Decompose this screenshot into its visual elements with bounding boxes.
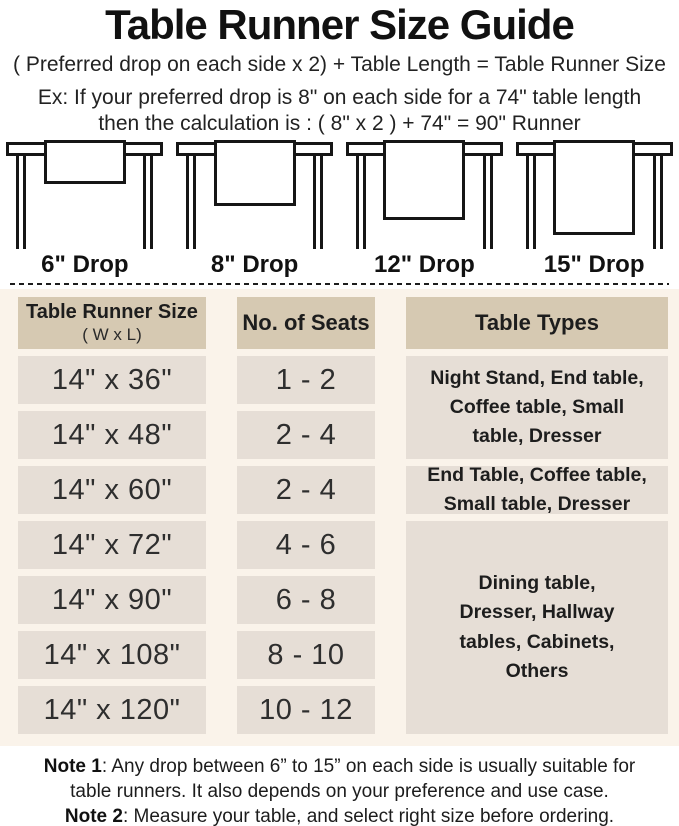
size-cell: 14" x 48"	[18, 411, 206, 459]
table-leg	[23, 155, 26, 249]
table-leg	[660, 155, 663, 249]
col-header-table-types: Table Types	[406, 297, 668, 349]
seats-cell: 4 - 6	[237, 521, 375, 569]
col-header-seats: No. of Seats	[237, 297, 375, 349]
size-cell: 14" x 72"	[18, 521, 206, 569]
drop-label-12in: 12" Drop	[374, 251, 475, 279]
table-leg	[186, 155, 189, 249]
types-cell-large-tables: Dining table, Dresser, Hallway tables, Cabinets, Others	[406, 521, 668, 734]
table-illustration-12in	[340, 140, 510, 250]
size-cell: 14" x 108"	[18, 631, 206, 679]
types-cell-small-tables: Night Stand, End table, Coffee table, Small table, Dresser	[406, 356, 668, 459]
table-illustration-6in	[0, 140, 170, 250]
size-cell: 14" x 90"	[18, 576, 206, 624]
seats-cell: 1 - 2	[237, 356, 375, 404]
seats-cell: 2 - 4	[237, 466, 375, 514]
table-leg	[526, 155, 529, 249]
runner-drape	[383, 140, 465, 220]
table-leg	[363, 155, 366, 249]
example-line-1: Ex: If your preferred drop is 8" on each side for a 74" table length	[37, 86, 642, 110]
drop-label-15in: 15" Drop	[543, 251, 645, 279]
seats-cell: 2 - 4	[237, 411, 375, 459]
seats-cell: 10 - 12	[237, 686, 375, 734]
size-chart-panel	[0, 289, 679, 746]
table-leg	[150, 155, 153, 249]
seats-cell: 6 - 8	[237, 576, 375, 624]
drop-label-8in: 8" Drop	[210, 251, 299, 279]
note-2: Note 2: Measure your table, and select right size before ordering.	[64, 806, 615, 826]
notes	[0, 746, 679, 826]
table-illustration-15in	[509, 140, 679, 250]
types-cell-medium-tables: End Table, Coffee table, Small table, Dresser	[406, 466, 668, 514]
table-leg	[483, 155, 486, 249]
dashed-divider	[10, 283, 669, 285]
drop-labels	[0, 251, 679, 279]
table-illustration-8in	[170, 140, 340, 250]
drop-illustrations	[0, 140, 679, 250]
runner-drape	[214, 140, 296, 206]
size-cell: 14" x 60"	[18, 466, 206, 514]
table-leg	[143, 155, 146, 249]
example-line-2: then the calculation is : ( 8" x 2 ) + 74" = 90" Runner	[98, 112, 581, 136]
table-leg	[16, 155, 19, 249]
table-leg	[320, 155, 323, 249]
table-leg	[653, 155, 656, 249]
note-1: Note 1: Any drop between 6” to 15” on each side is usually suitable for table runners. It also depends on your preference and use case.	[43, 756, 636, 803]
runner-drape	[44, 140, 126, 184]
size-cell: 14" x 36"	[18, 356, 206, 404]
seats-cell: 8 - 10	[237, 631, 375, 679]
col-header-runner-size: Table Runner Size ( W x L)	[18, 297, 206, 349]
table-leg	[533, 155, 536, 249]
page-title: Table Runner Size Guide	[105, 1, 574, 48]
size-cell: 14" x 120"	[18, 686, 206, 734]
table-leg	[356, 155, 359, 249]
runner-drape	[553, 140, 635, 235]
drop-label-6in: 6" Drop	[41, 251, 129, 279]
formula-text: ( Preferred drop on each side x 2) + Table Length = Table Runner Size	[13, 53, 666, 77]
size-table	[18, 297, 668, 734]
header	[0, 0, 679, 136]
table-leg	[313, 155, 316, 249]
table-leg	[193, 155, 196, 249]
table-leg	[490, 155, 493, 249]
